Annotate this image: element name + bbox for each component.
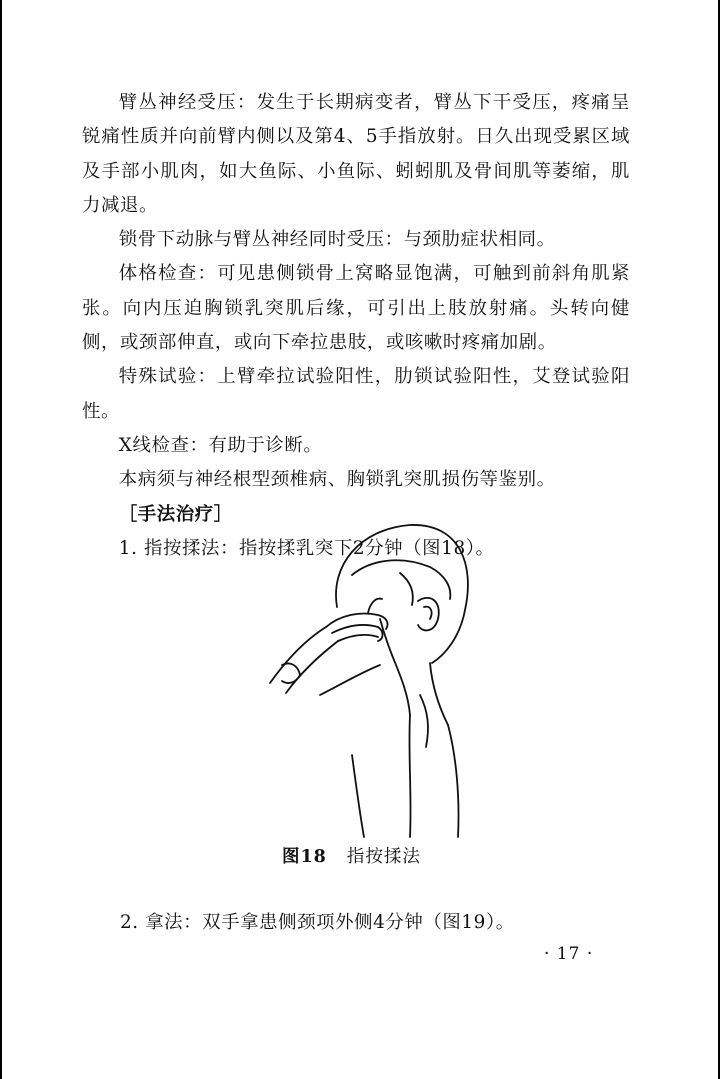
paragraph-brachial-plexus: 臂丛神经受压：发生于长期病变者，臂丛下干受压，疼痛呈锐痛性质并向前臂内侧以及第4、5手指放射。日久出现受累区域及手部小肌肉，如大鱼际、小鱼际、蚓蚓肌及骨间肌等萎缩，肌力减退。 — [82, 92, 630, 216]
figure-title: 指按揉法 — [346, 847, 421, 867]
main-text — [82, 86, 630, 566]
paragraph-differential: 本病须与神经根型颈椎病、胸锁乳突肌损伤等鉴别。 — [118, 469, 556, 491]
figure-number: 图18 — [282, 847, 327, 867]
paragraph-special-tests: 特殊试验：上臂牵拉试验阳性，肋锁试验阳性，艾登试验阳性。 — [82, 366, 630, 422]
paragraph-physical-exam: 体格检查：可见患侧锁骨上窝略显饱满，可触到前斜角肌紧张。向内压迫胸锁乳突肌后缘，可引出上肢放射痛。头转向健侧，或颈部伸直，或向下牵拉患肢，或咳嗽时疼痛加剧。 — [82, 263, 630, 354]
page-number: · 17 · — [544, 944, 594, 964]
figure-illustration — [260, 515, 480, 840]
book-page — [2, 0, 718, 1079]
section-heading-manual-therapy: ［手法治疗］ — [118, 503, 233, 525]
step-2-grasp: 2. 拿法：双手拿患侧颈项外侧4分钟（图19）。 — [120, 912, 515, 933]
paragraph-subclavian-artery: 锁骨下动脉与臂丛神经同时受压：与颈肋症状相同。 — [118, 229, 556, 251]
step-1-finger-press-knead: 1. 指按揉法：指按揉乳突下2分钟（图18）。 — [118, 537, 495, 559]
paragraph-xray: X线检查：有助于诊断。 — [118, 434, 323, 456]
figure-caption — [282, 843, 421, 868]
